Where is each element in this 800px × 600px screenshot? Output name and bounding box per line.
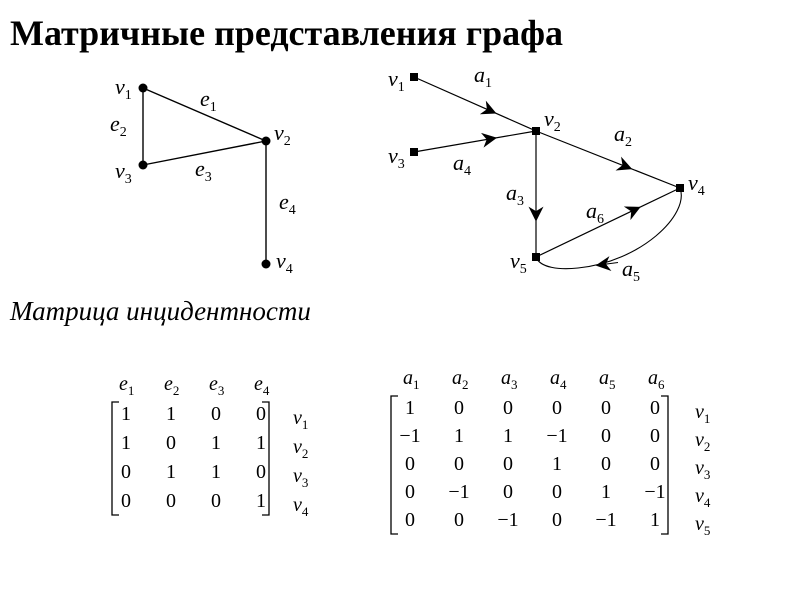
incidence-matrix-directed-col-header-a5: $a_5$ <box>599 367 616 392</box>
incidence-matrix-undirected-cell: 0 <box>256 403 266 425</box>
incidence-matrix-directed <box>391 367 711 538</box>
incidence-matrix-undirected-cell: 0 <box>211 490 221 512</box>
undirected-vertex-label-v2: $v_2$ <box>274 120 291 149</box>
incidence-matrix-directed-cell: −1 <box>546 425 568 447</box>
incidence-matrix-undirected-cell: 1 <box>121 403 131 425</box>
incidence-matrix-directed-cell: 0 <box>503 453 513 475</box>
incidence-matrix-directed-cell: −1 <box>399 425 421 447</box>
incidence-matrix-undirected-cell: 0 <box>121 461 131 483</box>
incidence-matrix-directed-cell: 0 <box>552 481 562 503</box>
incidence-matrix-directed-cell: 0 <box>454 509 464 531</box>
incidence-matrix-directed-cell: 1 <box>454 425 464 447</box>
directed-vertex-v3 <box>410 148 418 156</box>
incidence-matrix-directed-cell: 0 <box>503 397 513 419</box>
incidence-matrix-directed-cell: 0 <box>503 481 513 503</box>
incidence-matrix-directed-col-header-a6: $a_6$ <box>648 367 665 392</box>
incidence-matrix-undirected-cell: 0 <box>121 490 131 512</box>
incidence-matrix-directed-row-label-v2: $v_2$ <box>695 429 711 454</box>
incidence-matrix-undirected-row-label-v4: $v_4$ <box>293 494 309 519</box>
incidence-matrix-directed-cell: 0 <box>405 509 415 531</box>
directed-vertex-v2 <box>532 127 540 135</box>
incidence-matrix-directed-col-header-a4: $a_4$ <box>550 367 567 392</box>
directed-vertex-v5 <box>532 253 540 261</box>
directed-vertex-v4 <box>676 184 684 192</box>
undirected-edge-label-e1: $e_1$ <box>200 86 217 115</box>
incidence-matrix-undirected-cell: 1 <box>256 432 266 454</box>
directed-vertex-v1 <box>410 73 418 81</box>
directed-vertex-label-v2: $v_2$ <box>544 106 561 135</box>
directed-vertex-label-v3: $v_3$ <box>388 143 405 172</box>
incidence-matrix-directed-cell: 0 <box>454 397 464 419</box>
directed-arc-a6 <box>536 188 680 257</box>
incidence-matrix-directed-row-label-v3: $v_3$ <box>695 457 711 482</box>
incidence-matrix-directed-cell: −1 <box>448 481 470 503</box>
directed-arc-a5 <box>536 188 681 269</box>
incidence-matrix-directed-right-bracket <box>661 396 668 534</box>
incidence-matrix-undirected-cell: 0 <box>166 490 176 512</box>
directed-arc-a2 <box>536 131 680 188</box>
directed-vertex-label-v5: $v_5$ <box>510 248 527 277</box>
incidence-matrix-undirected-cell: 0 <box>256 461 266 483</box>
incidence-matrix-directed-cell: 0 <box>601 425 611 447</box>
incidence-matrix-directed-row-label-v5: $v_5$ <box>695 513 711 538</box>
directed-arc-label-a5: $a_5$ <box>622 256 640 285</box>
incidence-matrix-directed-cell: 0 <box>601 397 611 419</box>
incidence-matrix-undirected-row-label-v1: $v_1$ <box>293 407 309 432</box>
incidence-matrix-directed-cell: 1 <box>405 397 415 419</box>
incidence-matrix-directed-cell: 0 <box>650 425 660 447</box>
incidence-matrix-directed-cell: −1 <box>595 509 617 531</box>
incidence-matrix-undirected <box>112 373 309 519</box>
directed-arc-label-a1: $a_1$ <box>474 62 492 91</box>
incidence-matrix-undirected-col-header-e3: $e_3$ <box>209 373 225 398</box>
undirected-edge-label-e2: $e_2$ <box>110 111 127 140</box>
incidence-matrix-undirected-cell: 0 <box>166 432 176 454</box>
incidence-matrix-directed-cell: 1 <box>552 453 562 475</box>
incidence-matrix-directed-row-label-v4: $v_4$ <box>695 485 711 510</box>
directed-arc-label-a3: $a_3$ <box>506 180 524 209</box>
section-subtitle: Матрица инцидентности <box>10 296 311 326</box>
incidence-matrix-undirected-cell: 1 <box>121 432 131 454</box>
incidence-matrix-directed-cell: 0 <box>405 481 415 503</box>
incidence-matrix-undirected-col-header-e4: $e_4$ <box>254 373 270 398</box>
incidence-matrix-directed-cell: −1 <box>644 481 666 503</box>
incidence-matrix-directed-col-header-a3: $a_3$ <box>501 367 518 392</box>
incidence-matrix-directed-cell: 0 <box>601 453 611 475</box>
undirected-edge-label-e3: $e_3$ <box>195 156 212 185</box>
incidence-matrix-directed-cell: 1 <box>650 509 660 531</box>
incidence-matrix-directed-cell: 0 <box>552 397 562 419</box>
directed-arc-a4 <box>414 131 536 152</box>
incidence-matrix-directed-col-header-a1: $a_1$ <box>403 367 420 392</box>
incidence-matrix-directed-cell: 1 <box>503 425 513 447</box>
incidence-matrix-undirected-col-header-e2: $e_2$ <box>164 373 180 398</box>
directed-arc-label-a2: $a_2$ <box>614 121 632 150</box>
undirected-vertex-v1 <box>139 84 148 93</box>
incidence-matrix-undirected-left-bracket <box>112 402 119 515</box>
undirected-vertex-v3 <box>139 161 148 170</box>
directed-arc-a2-arrow <box>622 165 626 166</box>
incidence-matrix-undirected-cell: 1 <box>211 432 221 454</box>
undirected-vertex-v2 <box>262 137 271 146</box>
incidence-matrix-directed-cell: 0 <box>650 453 660 475</box>
incidence-matrix-undirected-col-header-e1: $e_1$ <box>119 373 135 398</box>
undirected-vertex-label-v3: $v_3$ <box>115 158 132 187</box>
directed-vertex-label-v4: $v_4$ <box>688 170 705 199</box>
directed-arc-label-a4: $a_4$ <box>453 150 471 179</box>
incidence-matrix-directed-cell: 0 <box>454 453 464 475</box>
incidence-matrix-undirected-row-label-v2: $v_2$ <box>293 436 309 461</box>
incidence-matrix-directed-cell: 1 <box>601 481 611 503</box>
incidence-matrix-directed-cell: −1 <box>497 509 519 531</box>
undirected-vertex-v4 <box>262 260 271 269</box>
directed-arc-a4-arrow <box>486 139 490 140</box>
undirected-vertex-label-v1: $v_1$ <box>115 74 132 103</box>
page-title: Матричные представления графа <box>10 13 564 53</box>
incidence-matrix-directed-cell: 0 <box>650 397 660 419</box>
incidence-matrix-undirected-cell: 0 <box>211 403 221 425</box>
incidence-matrix-directed-cell: 0 <box>552 509 562 531</box>
incidence-matrix-undirected-cell: 1 <box>166 461 176 483</box>
incidence-matrix-directed-cell: 0 <box>405 453 415 475</box>
directed-arc-label-a6: $a_6$ <box>586 198 604 227</box>
incidence-matrix-undirected-cell: 1 <box>211 461 221 483</box>
directed-vertex-label-v1: $v_1$ <box>388 66 405 95</box>
incidence-matrix-undirected-cell: 1 <box>256 490 266 512</box>
incidence-matrix-undirected-row-label-v3: $v_3$ <box>293 465 309 490</box>
incidence-matrix-undirected-cell: 1 <box>166 403 176 425</box>
incidence-matrix-directed-col-header-a2: $a_2$ <box>452 367 469 392</box>
undirected-edge-label-e4: $e_4$ <box>279 189 296 218</box>
incidence-matrix-directed-row-label-v1: $v_1$ <box>695 401 711 426</box>
undirected-vertex-label-v4: $v_4$ <box>276 248 293 277</box>
incidence-matrix-directed-left-bracket <box>391 396 398 534</box>
